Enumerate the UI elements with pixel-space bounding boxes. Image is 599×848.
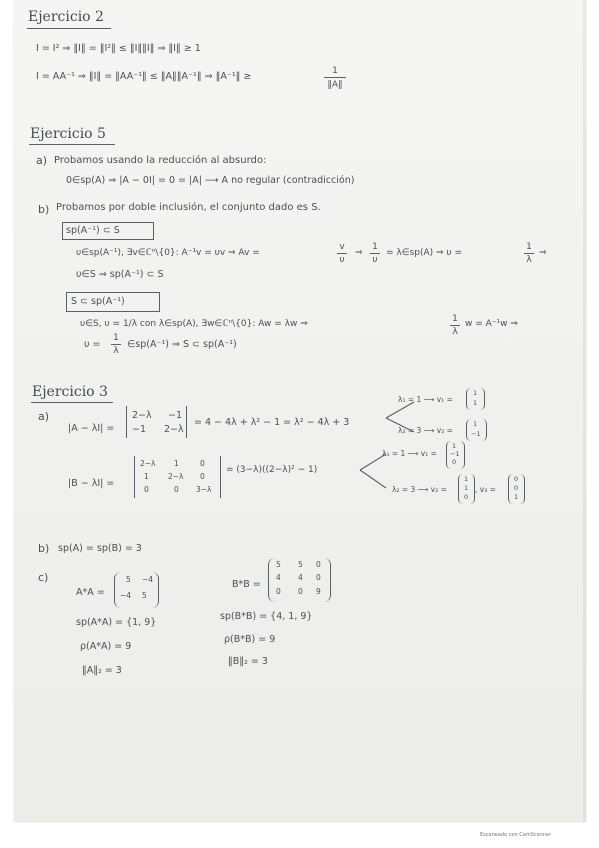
b1-frac-den: υ [339, 255, 345, 265]
b-branch-1: λ₁ = 1 ⟶ v₁ = [382, 449, 437, 458]
c-ata-label: A*A = [76, 587, 105, 598]
c-norm-a: ‖A‖₂ = 3 [82, 665, 122, 676]
b2-frac-num: 1 [452, 314, 458, 324]
fraction-bar [524, 253, 534, 254]
ej2-frac-den: ‖A‖ [327, 80, 343, 90]
b2-line1-post: w = A⁻¹w ⇒ [465, 319, 518, 329]
ejercicio-3-heading: Ejercicio 3 [32, 384, 108, 400]
btb-23: 0 [316, 573, 321, 582]
btb-33: 9 [316, 587, 321, 596]
ej5-b-text: Probamos por doble inclusión, el conjunto dado es S. [56, 202, 321, 213]
b1-end: ⇒ [539, 248, 547, 258]
b-v3-1: 0 [514, 475, 519, 483]
vector-bracket [508, 474, 513, 504]
btb-22: 4 [298, 573, 303, 582]
btb-11: 5 [276, 560, 281, 569]
btb-12: 5 [298, 560, 303, 569]
ej3-b-rhs: = (3−λ)((2−λ)² − 1) [226, 465, 318, 475]
b-m-12: 1 [174, 459, 179, 468]
vector-bracket [466, 388, 471, 410]
ej5-b-label: b) [38, 203, 50, 216]
ej5-a-text: Probamos usando la reducción al absurdo: [54, 155, 267, 166]
btb-32: 0 [298, 587, 303, 596]
b-v2-1: 1 [464, 475, 469, 483]
c-rho-ata: ρ(A*A) = 9 [80, 641, 132, 652]
vector-bracket [460, 441, 465, 469]
b2-frac2-den: λ [113, 346, 119, 356]
page-edge-shadow [583, 0, 586, 822]
b2-frac2-num: 1 [113, 333, 119, 343]
a-v1-2: 1 [473, 399, 478, 407]
fraction-bar [337, 253, 347, 254]
ej3-part-b-label: b) [38, 542, 50, 555]
a-m-21: −1 [132, 424, 147, 435]
vector-bracket [480, 388, 485, 410]
determinant-bar [134, 456, 135, 498]
b-v2-3: 0 [464, 493, 469, 501]
b-m-22: 2−λ [168, 472, 184, 481]
ej2-line-2: I = AA⁻¹ ⇒ ‖I‖ = ‖AA⁻¹‖ ≤ ‖A‖‖A⁻¹‖ ⇒ ‖A⁻¹‖ ≥ [36, 71, 252, 82]
a-m-11: 2−λ [132, 410, 152, 421]
ej3-part-b-text: sp(A) = sp(B) = 3 [58, 543, 142, 554]
b-v2-2: 1 [464, 484, 469, 492]
b2-frac-den: λ [452, 327, 458, 337]
vector-bracket [458, 474, 463, 504]
b1-frac3-num: 1 [526, 242, 532, 252]
notebook-page [14, 0, 586, 822]
fraction-bar [450, 325, 460, 326]
ej2-frac-num: 1 [332, 66, 338, 76]
b1-frac3-den: λ [526, 255, 532, 265]
ata-11: 5 [126, 575, 131, 584]
b1-frac2-den: υ [372, 255, 378, 265]
a-m-22: 2−λ [164, 424, 184, 435]
determinant-bar [220, 456, 221, 498]
ej3-a-rhs: = 4 − 4λ + λ² − 1 = λ² − 4λ + 3 [194, 417, 350, 428]
b-v3-3: 1 [514, 493, 519, 501]
heading-underline [31, 402, 113, 403]
b-m-32: 0 [174, 485, 179, 494]
ej5-a-line: 0∈sp(A) ⇒ |A − 0I| = 0 = |A| ⟶ A no regular (contradicción) [66, 175, 355, 186]
ej5-a-label: a) [36, 154, 48, 167]
ata-22: 5 [142, 591, 147, 600]
btb-21: 4 [276, 573, 281, 582]
fraction-bar [324, 77, 346, 78]
c-sp-ata: sp(A*A) = {1, 9} [76, 617, 157, 628]
ej3-a-lhs: |A − λI| = [68, 423, 115, 434]
a-m-12: −1 [168, 410, 183, 421]
ata-21: −4 [120, 591, 132, 600]
b-m-33: 3−λ [196, 485, 212, 494]
c-sp-btb: sp(B*B) = {4, 1, 9} [220, 611, 313, 622]
heading-underline [27, 28, 111, 29]
b1-after: = λ∈sp(A) ⇒ υ = [386, 248, 463, 258]
c-norm-b: ‖B‖₂ = 3 [228, 656, 268, 667]
scanner-watermark: Escaneado con CamScanner [480, 832, 552, 838]
b1-frac2-num: 1 [372, 242, 378, 252]
b-m-31: 0 [144, 485, 149, 494]
determinant-bar [126, 406, 127, 438]
a-v2-2: −1 [471, 430, 481, 438]
b1-frac-num: v [339, 242, 345, 252]
b-m-21: 1 [144, 472, 149, 481]
matrix-bracket [152, 572, 159, 608]
a-v2-1: 1 [473, 420, 478, 428]
heading-underline [29, 144, 115, 145]
ata-12: −4 [142, 575, 154, 584]
b2-line1-pre: υ∈S, υ = 1/λ con λ∈sp(A), ∃w∈ℂⁿ\{0}: Aw = λw ⇒ [80, 319, 308, 329]
b-v1-1: 1 [452, 442, 457, 450]
a-v1-1: 1 [473, 389, 478, 397]
a-branch-1: λ₁ = 1 ⟶ v₁ = [398, 395, 453, 404]
b-m-11: 2−λ [140, 459, 156, 468]
b-v1-3: 0 [452, 458, 457, 466]
ej3-part-c-label: c) [38, 571, 49, 584]
b-m-23: 0 [200, 472, 205, 481]
determinant-bar [186, 406, 187, 438]
box2-text: S ⊂ sp(A⁻¹) [71, 296, 125, 307]
matrix-bracket [324, 558, 331, 602]
b-v1-2: −1 [450, 450, 460, 458]
b-v3-2: 0 [514, 484, 519, 492]
b-v3-label: , v₃ = [475, 485, 496, 494]
b1-line1-pre: υ∈sp(A⁻¹), ∃v∈ℂⁿ\{0}: A⁻¹v = υv ⇒ Av = [76, 248, 260, 258]
a-branch-2: λ₂ = 3 ⟶ v₂ = [398, 426, 453, 435]
b-branch-2: λ₂ = 3 ⟶ v₂ = [392, 485, 447, 494]
matrix-bracket [114, 572, 121, 608]
vector-bracket [482, 419, 487, 441]
ej2-line-1: I = I² ⇒ ‖I‖ = ‖I²‖ ≤ ‖I‖‖I‖ ⇒ ‖I‖ ≥ 1 [36, 43, 201, 54]
ejercicio-5-heading: Ejercicio 5 [30, 126, 106, 142]
c-btb-label: B*B = [232, 579, 261, 590]
btb-13: 0 [316, 560, 321, 569]
c-rho-btb: ρ(B*B) = 9 [224, 634, 276, 645]
fraction-bar [370, 253, 380, 254]
fraction-bar [111, 344, 121, 345]
b2-line2-post: ∈sp(A⁻¹) ⇒ S ⊂ sp(A⁻¹) [127, 339, 237, 350]
b1-implies: ⇒ [355, 248, 363, 258]
ej3-b-lhs: |B − λI| = [68, 478, 115, 489]
b1-line2: υ∈S ⇒ sp(A⁻¹) ⊂ S [76, 269, 164, 280]
ejercicio-2-heading: Ejercicio 2 [28, 9, 104, 25]
btb-31: 0 [276, 587, 281, 596]
ej3-a-label: a) [38, 410, 50, 423]
b-m-13: 0 [200, 459, 205, 468]
box1-text: sp(A⁻¹) ⊂ S [66, 225, 120, 236]
vector-bracket [520, 474, 525, 504]
matrix-bracket [268, 558, 275, 602]
b2-line2-pre: υ = [84, 339, 101, 350]
